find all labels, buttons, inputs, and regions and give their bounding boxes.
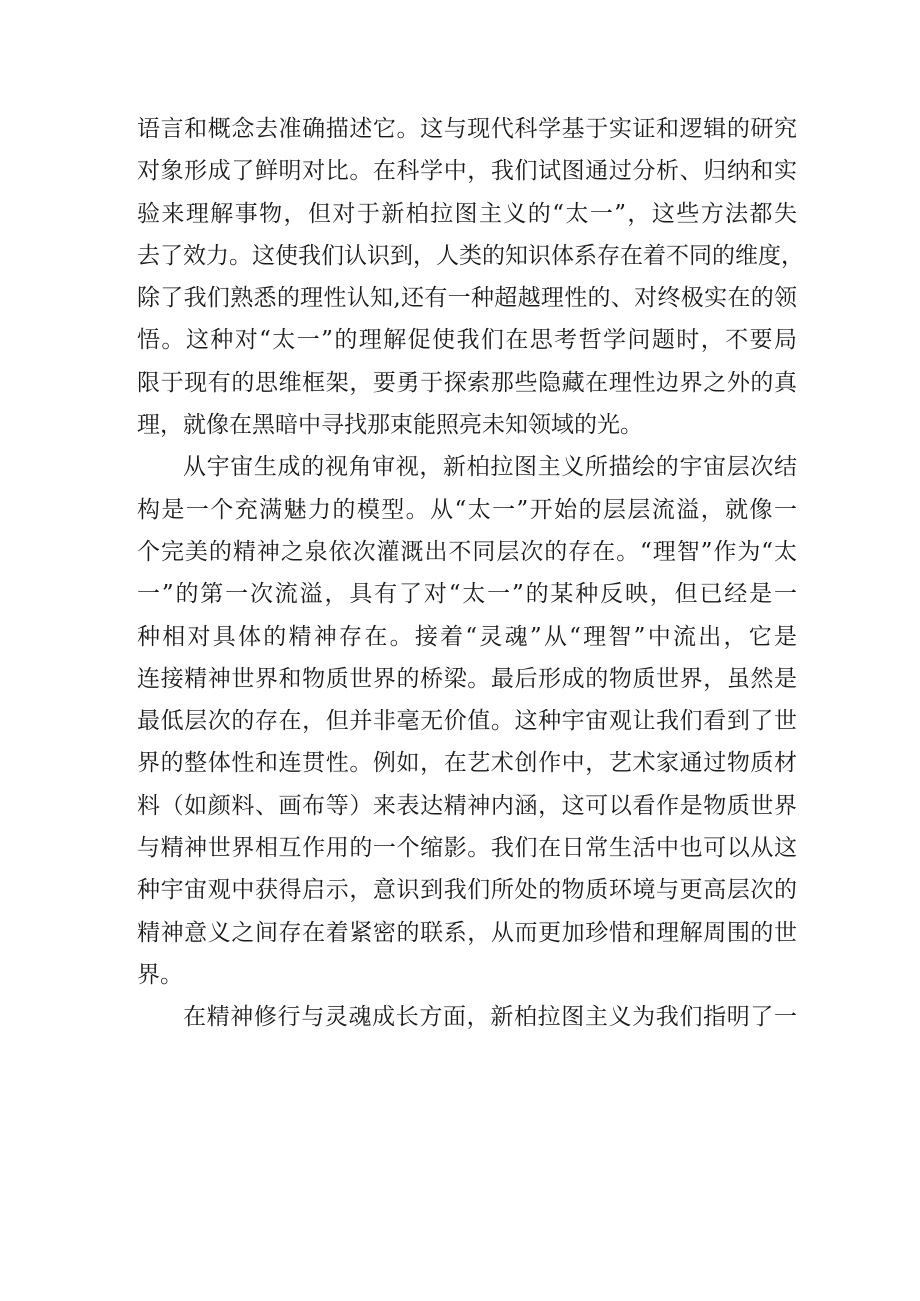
text-line: 料（如颜料、画布等）来表达精神内涵，这可以看作是物质世界 (137, 792, 797, 819)
text-line: 精神意义之间存在着紧密的联系，从而更加珍惜和理解周围的世 (137, 919, 797, 946)
paragraph-3 (137, 996, 797, 1038)
paragraph-2 (137, 446, 797, 996)
text-line: 界。 (137, 961, 183, 988)
paragraph-1 (137, 108, 804, 446)
text-line: 连接精神世界和物质世界的桥梁。最后形成的物质世界，虽然是 (137, 665, 797, 692)
text-line: 除了我们熟悉的理性认知,还有一种超越理性的、对终极实在的领 (137, 285, 797, 312)
document-body (137, 108, 804, 1039)
text-line: 在精神修行与灵魂成长方面，新柏拉图主义为我们指明了一 (183, 1004, 797, 1031)
text-line: 理，就像在黑暗中寻找那束能照亮未知领域的光。 (137, 412, 643, 439)
text-line: 个完美的精神之泉依次灌溉出不同层次的存在。“理智”作为“太 (137, 538, 797, 565)
text-line: 种相对具体的精神存在。接着“灵魂”从“理智”中流出，它是 (137, 623, 797, 650)
text-line: 验来理解事物，但对于新柏拉图主义的“太一”，这些方法都失 (137, 200, 797, 227)
text-line: 一”的第一次流溢，具有了对“太一”的某种反映，但已经是一 (137, 581, 797, 608)
text-line: 构是一个充满魅力的模型。从“太一”开始的层层流溢，就像一 (137, 496, 797, 523)
text-line: 对象形成了鲜明对比。在科学中，我们试图通过分析、归纳和实 (137, 158, 797, 185)
text-line: 与精神世界相互作用的一个缩影。我们在日常生活中也可以从这 (137, 835, 797, 862)
text-line: 去了效力。这使我们认识到，人类的知识体系存在着不同的维度， (137, 242, 804, 269)
text-line: 语言和概念去准确描述它。这与现代科学基于实证和逻辑的研究 (137, 116, 797, 142)
text-line: 最低层次的存在，但并非毫无价值。这种宇宙观让我们看到了世 (137, 708, 797, 735)
text-line: 种宇宙观中获得启示，意识到我们所处的物质环境与更高层次的 (137, 877, 797, 904)
text-line: 悟。这种对“太一”的理解促使我们在思考哲学问题时，不要局 (137, 327, 797, 354)
text-line: 限于现有的思维框架，要勇于探索那些隐藏在理性边界之外的真 (137, 369, 797, 396)
text-line: 从宇宙生成的视角审视，新柏拉图主义所描绘的宇宙层次结 (183, 454, 797, 481)
text-line: 界的整体性和连贯性。例如，在艺术创作中，艺术家通过物质材 (137, 750, 797, 777)
